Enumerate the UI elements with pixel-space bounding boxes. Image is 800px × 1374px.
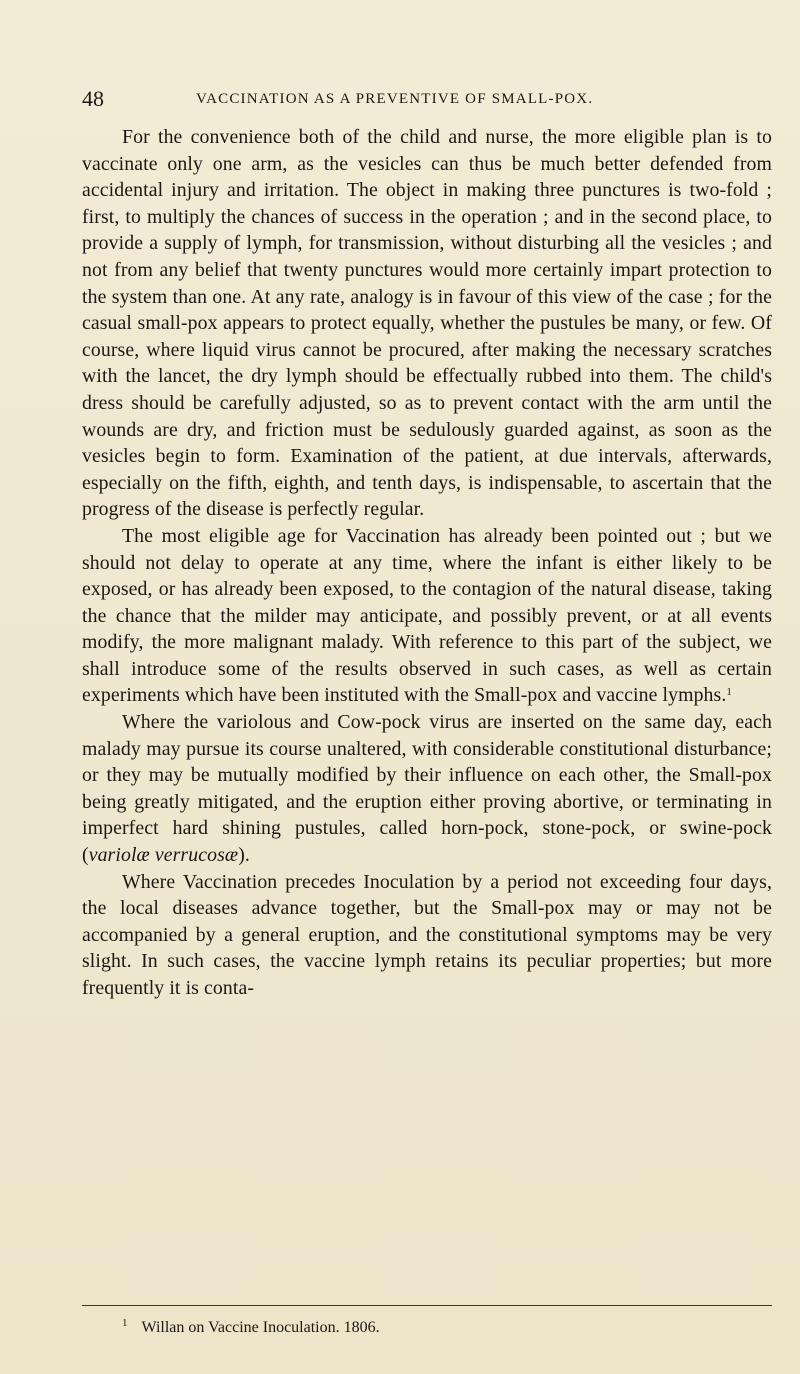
footnote-marker: 1	[122, 1317, 128, 1329]
running-title: VACCINATION AS A PREVENTIVE OF SMALL-POX.	[196, 91, 594, 107]
paragraph-4: Where Vaccination precedes Inoculation by a period not exceeding four days, the local diseases advance together, but the Small-pox may or may not be accompanied by a general eruption, and the constitutional symptoms may be very slight. In such cases, the vaccine lymph retains its peculiar properties; but more frequently it is conta-	[82, 870, 772, 999]
paragraph-3	[82, 709, 772, 869]
page-number: 48	[82, 86, 104, 111]
paragraph-2-text: The most eligible age for Vaccination has already been pointed out ; but we should not delay to operate at any time, where the infant is either likely to be exposed, or has already been exposed, to the contagion of the natural disease, taking the chance that the milder may anticipate, and possibly prevent, or at all events modify, the more malignant malady. With reference to this part of the subject, we shall introduce some of the results observed in such cases, as well as certain experiments which have been instituted with the Small-pox and vaccine lymphs.	[82, 524, 772, 707]
footnote-text: Willan on Vaccine Inoculation. 1806.	[141, 1319, 380, 1336]
paragraph-3-text: Where the variolous and Cow-pock virus are inserted on the same day, each malady may pursue its course unaltered, with considerable constitutional disturbance; or they may be mutually modified by their influence on each other, the Small-pox being greatly mitigated, and the eruption either proving abortive, or terminating in imperfect hard shining pustules, called horn-pock, stone-pock, or swine-pock (	[82, 711, 772, 867]
footnote-reference: 1	[726, 686, 732, 699]
footnote	[122, 1316, 772, 1340]
body-text	[82, 124, 772, 1002]
paragraph-3-italic-term: variolæ verrucosæ	[88, 844, 239, 867]
paragraph-1: For the convenience both of the child and nurse, the more eligible plan is to vaccinate only one arm, as the vesicles can thus be much better defended from accidental injury and irritation. The object in making three punctures is two-fold ; first, to multiply the chances of success in the operation ; and in the second place, to provide a supply of lymph, for transmission, without disturbing all the vesicles ; and not from any belief that twenty punctures would more certainly impart protection to the system than one. At any rate, analogy is in favour of this view of the case ; for the casual small-pox appears to protect equally, whether the pustules be many, or few. Of course, where liquid virus cannot be procured, after making the necessary scratches with the lancet, the dry lymph should be effectually rubbed into them. The child's dress should be carefully adjusted, so as to prevent contact with the arm until the wounds are dry, and friction must be sedulously guarded against, as soon as the vesicles begin to form. Examination of the patient, at due intervals, afterwards, especially on the fifth, eighth, and tenth days, is indispensable, to ascertain that the progress of the disease is perfectly regular.	[82, 126, 772, 521]
paragraph-2	[82, 523, 772, 709]
running-header	[82, 84, 772, 114]
footnote-divider	[82, 1305, 772, 1306]
paragraph-3-ending: ).	[238, 844, 250, 867]
